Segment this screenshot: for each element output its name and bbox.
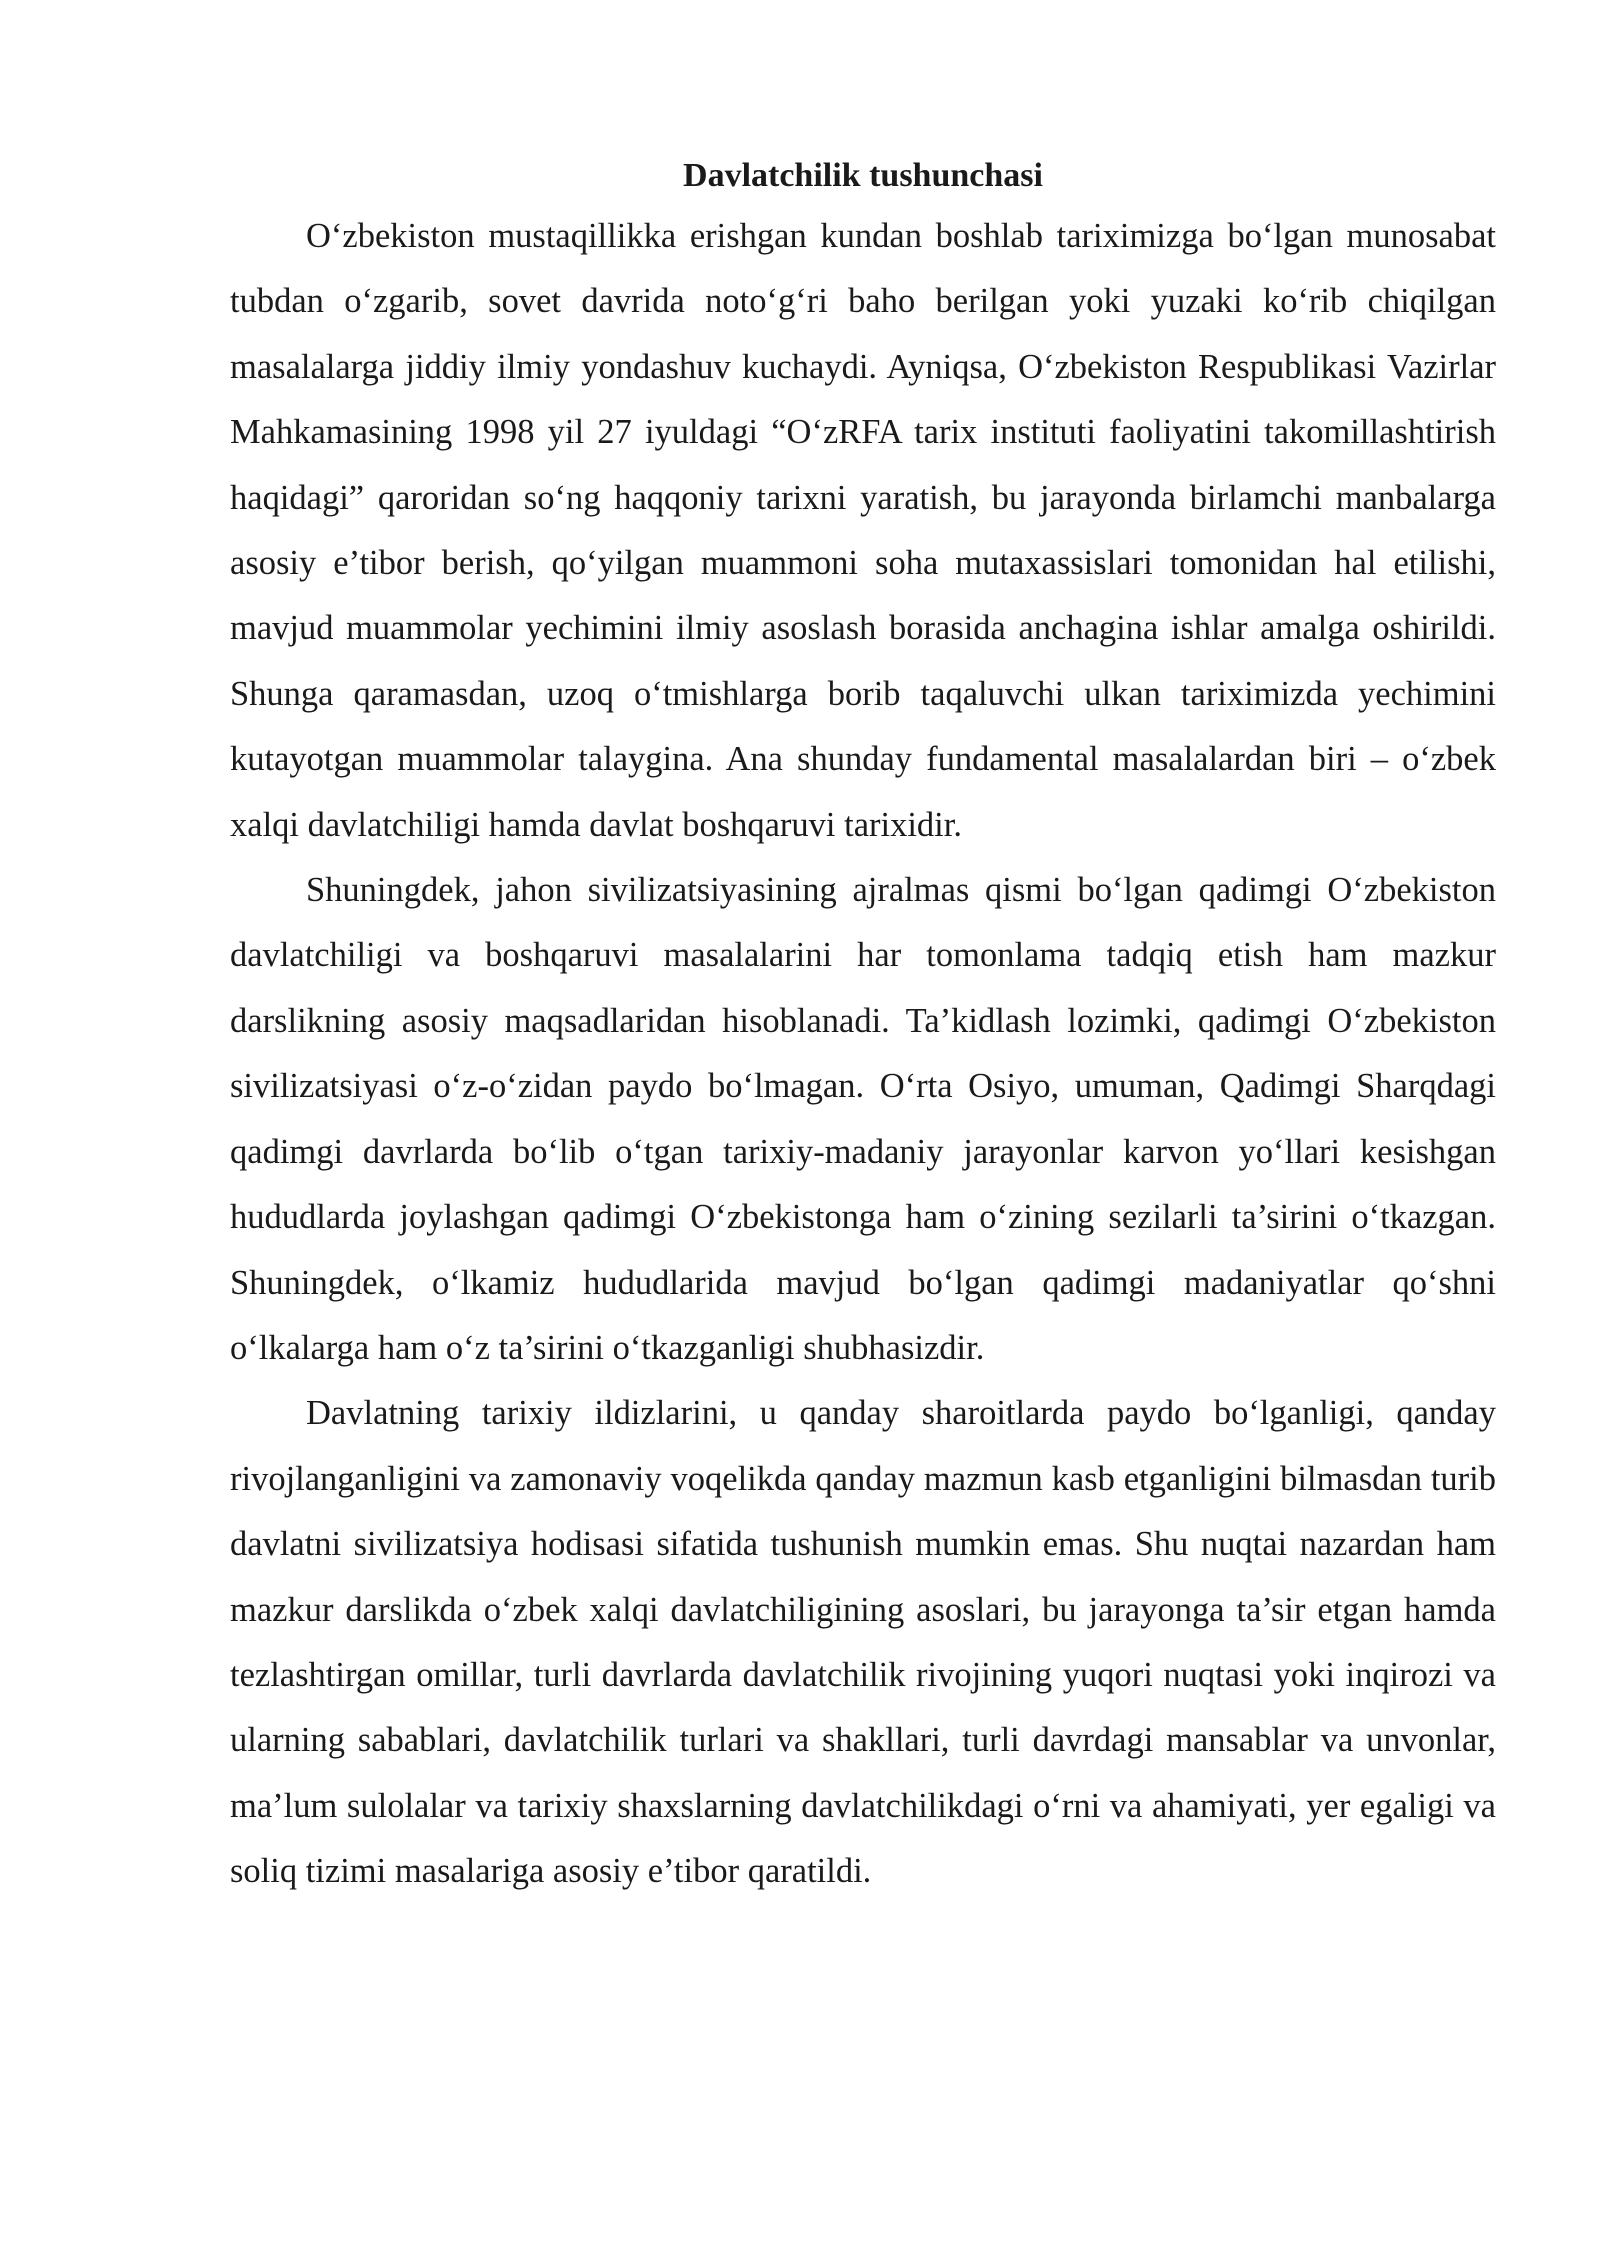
paragraph-2: Shuningdek, jahon sivilizatsiyasining ajralmas qismi bo‘lgan qadimgi O‘zbekiston davlatchiligi va boshqaruvi masalalarini har tomonlama tadqiq etish ham mazkur darslikning asosiy maqsadlaridan hisoblanadi. Ta’kidlash lozimki, qadimgi O‘zbekiston sivilizatsiyasi o‘z-o‘zidan paydo bo‘lmagan. O‘rta Osiyo, umuman, Qadimgi Sharqdagi qadimgi davrlarda bo‘lib o‘tgan tarixiy-madaniy jarayonlar karvon yo‘llari kesishgan hududlarda joylashgan qadimgi O‘zbekistonga ham o‘zining sezilarli ta’sirini o‘tkazgan. Shuningdek, o‘lkamiz hududlarida mavjud bo‘lgan qadimgi madaniyatlar qo‘shni o‘lkalarga ham o‘z ta’sirini o‘tkazganligi shubhasizdir. bbox=[230, 871, 1496, 1367]
paragraph-3: Davlatning tarixiy ildizlarini, u qanday sharoitlarda paydo bo‘lganligi, qanday rivojlanganligini va zamonaviy voqelikda qanday mazmun kasb etganligini bilmasdan turib davlatni sivilizatsiya hodisasi sifatida tushunish mumkin emas. Shu nuqtai nazardan ham mazkur darslikda o‘zbek xalqi davlatchiligining asoslari, bu jarayonga ta’sir etgan hamda tezlashtirgan omillar, turli davrlarda davlatchilik rivojining yuqori nuqtasi yoki inqirozi va ularning sabablari, davlatchilik turlari va shakllari, turli davrdagi mansablar va unvonlar, ma’lum sulolalar va tarixiy shaxslarning davlatchilikdagi o‘rni va ahamiyati, yer egaligi va soliq tizimi masalariga asosiy e’tibor qaratildi. bbox=[230, 1394, 1496, 1891]
paragraph-1: O‘zbekiston mustaqillikka erishgan kundan boshlab tariximizga bo‘lgan munosabat tubdan o‘zgarib, sovet davrida noto‘g‘ri baho berilgan yoki yuzaki ko‘rib chiqilgan masalalarga jiddiy ilmiy yondashuv kuchaydi. Ayniqsa, O‘zbekiston Respublikasi Vazirlar Mahkamasining 1998 yil 27 iyuldagi “O‘zRFA tarix instituti faoliyatini takomillashtirish haqidagi” qaroridan so‘ng haqqoniy tarixni yaratish, bu jarayonda birlamchi manbalarga asosiy e’tibor berish, qo‘yilgan muammoni soha mutaxassislari tomonidan hal etilishi, mavjud muammolar yechimini ilmiy asoslash borasida anchagina ishlar amalga oshirildi. Shunga qaramasdan, uzoq o‘tmishlarga borib taqaluvchi ulkan tariximizda yechimini kutayotgan muammolar talaygina. Ana shunday fundamental masalalardan biri – o‘zbek xalqi davlatchiligi hamda davlat boshqaruvi tarixidir. bbox=[230, 217, 1496, 844]
document-page bbox=[230, 148, 1496, 1905]
page-title: Davlatchilik tushunchasi bbox=[683, 157, 1043, 194]
